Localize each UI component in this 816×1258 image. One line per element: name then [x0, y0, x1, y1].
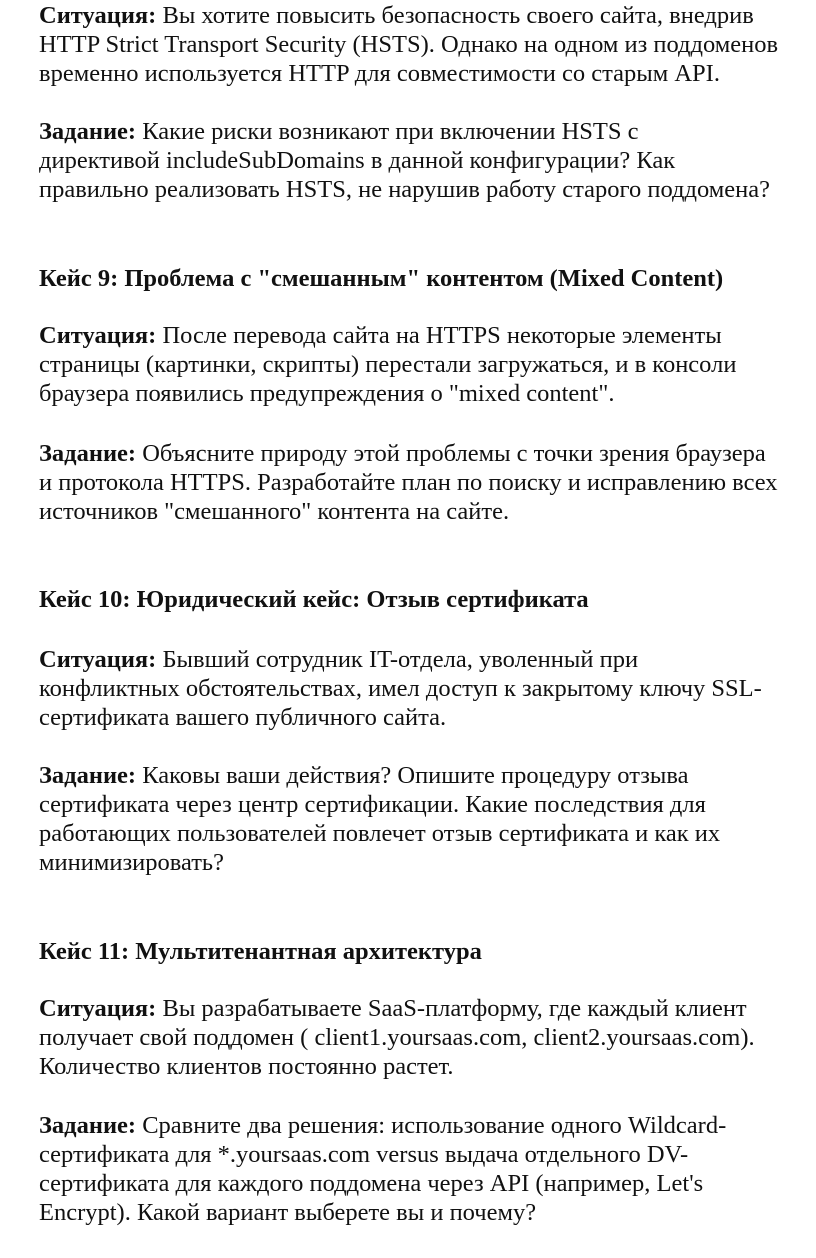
case-11-heading: Кейс 11: Мультитенантная архитектура: [39, 938, 482, 965]
case-9-situation-paragraph: Ситуация: После перевода сайта на HTTPS некоторые элементы страницы (картинки, скрипты) перестали загружаться, и в консоли браузера появились предупреждения о "mixed content".: [39, 322, 737, 407]
situation-label: Ситуация:: [39, 2, 157, 29]
case-9-heading: Кейс 9: Проблема с "смешанным" контентом (Mixed Content): [39, 265, 724, 292]
task-label: Задание:: [39, 440, 137, 467]
situation-label: Ситуация:: [39, 322, 157, 349]
hsts-situation-paragraph: Ситуация: Вы хотите повысить безопасность своего сайта, внедрив HTTP Strict Transport Security (HSTS). Однако на одном из поддоменов временно используется HTTP для совместимости со старым API.: [39, 2, 779, 87]
case-11-task-paragraph: Задание: Сравните два решения: использование одного Wildcard- сертификата для *.yoursaas.com versus выдача отдельного DV- сертификата для каждого поддомена через API (например, Let's Encrypt). Какой вариант выберете вы и почему?: [39, 1112, 727, 1226]
case-10-situation-paragraph: Ситуация: Бывший сотрудник IT-отдела, уволенный при конфликтных обстоятельствах, имел доступ к закрытому ключу SSL- сертификата вашего публичного сайта.: [39, 646, 762, 731]
case-10-task-paragraph: Задание: Каковы ваши действия? Опишите процедуру отзыва сертификата через центр сертификации. Какие последствия для работающих пользователей повлечет отзыв сертификата и как их минимизировать?: [39, 762, 721, 876]
situation-label: Ситуация:: [39, 995, 157, 1022]
task-label: Задание:: [39, 118, 137, 145]
task-label: Задание:: [39, 762, 137, 789]
case-11-situation-paragraph: Ситуация: Вы разрабатываете SaaS-платформу, где каждый клиент получает свой поддомен ( client1.yoursaas.com, client2.yoursaas.com). Количество клиентов постоянно растет.: [39, 995, 755, 1080]
case-9-task-paragraph: Задание: Объясните природу этой проблемы с точки зрения браузера и протокола HTTPS. Разработайте план по поиску и исправлению всех источников "смешанного" контента на сайте.: [39, 440, 778, 525]
task-label: Задание:: [39, 1112, 137, 1139]
case-10-heading: Кейс 10: Юридический кейс: Отзыв сертификата: [39, 586, 589, 613]
hsts-task-paragraph: Задание: Какие риски возникают при включении HSTS с директивой includeSubDomains в данной конфигурации? Как правильно реализовать HSTS, не нарушив работу старого поддомена?: [39, 118, 770, 203]
situation-label: Ситуация:: [39, 646, 157, 673]
